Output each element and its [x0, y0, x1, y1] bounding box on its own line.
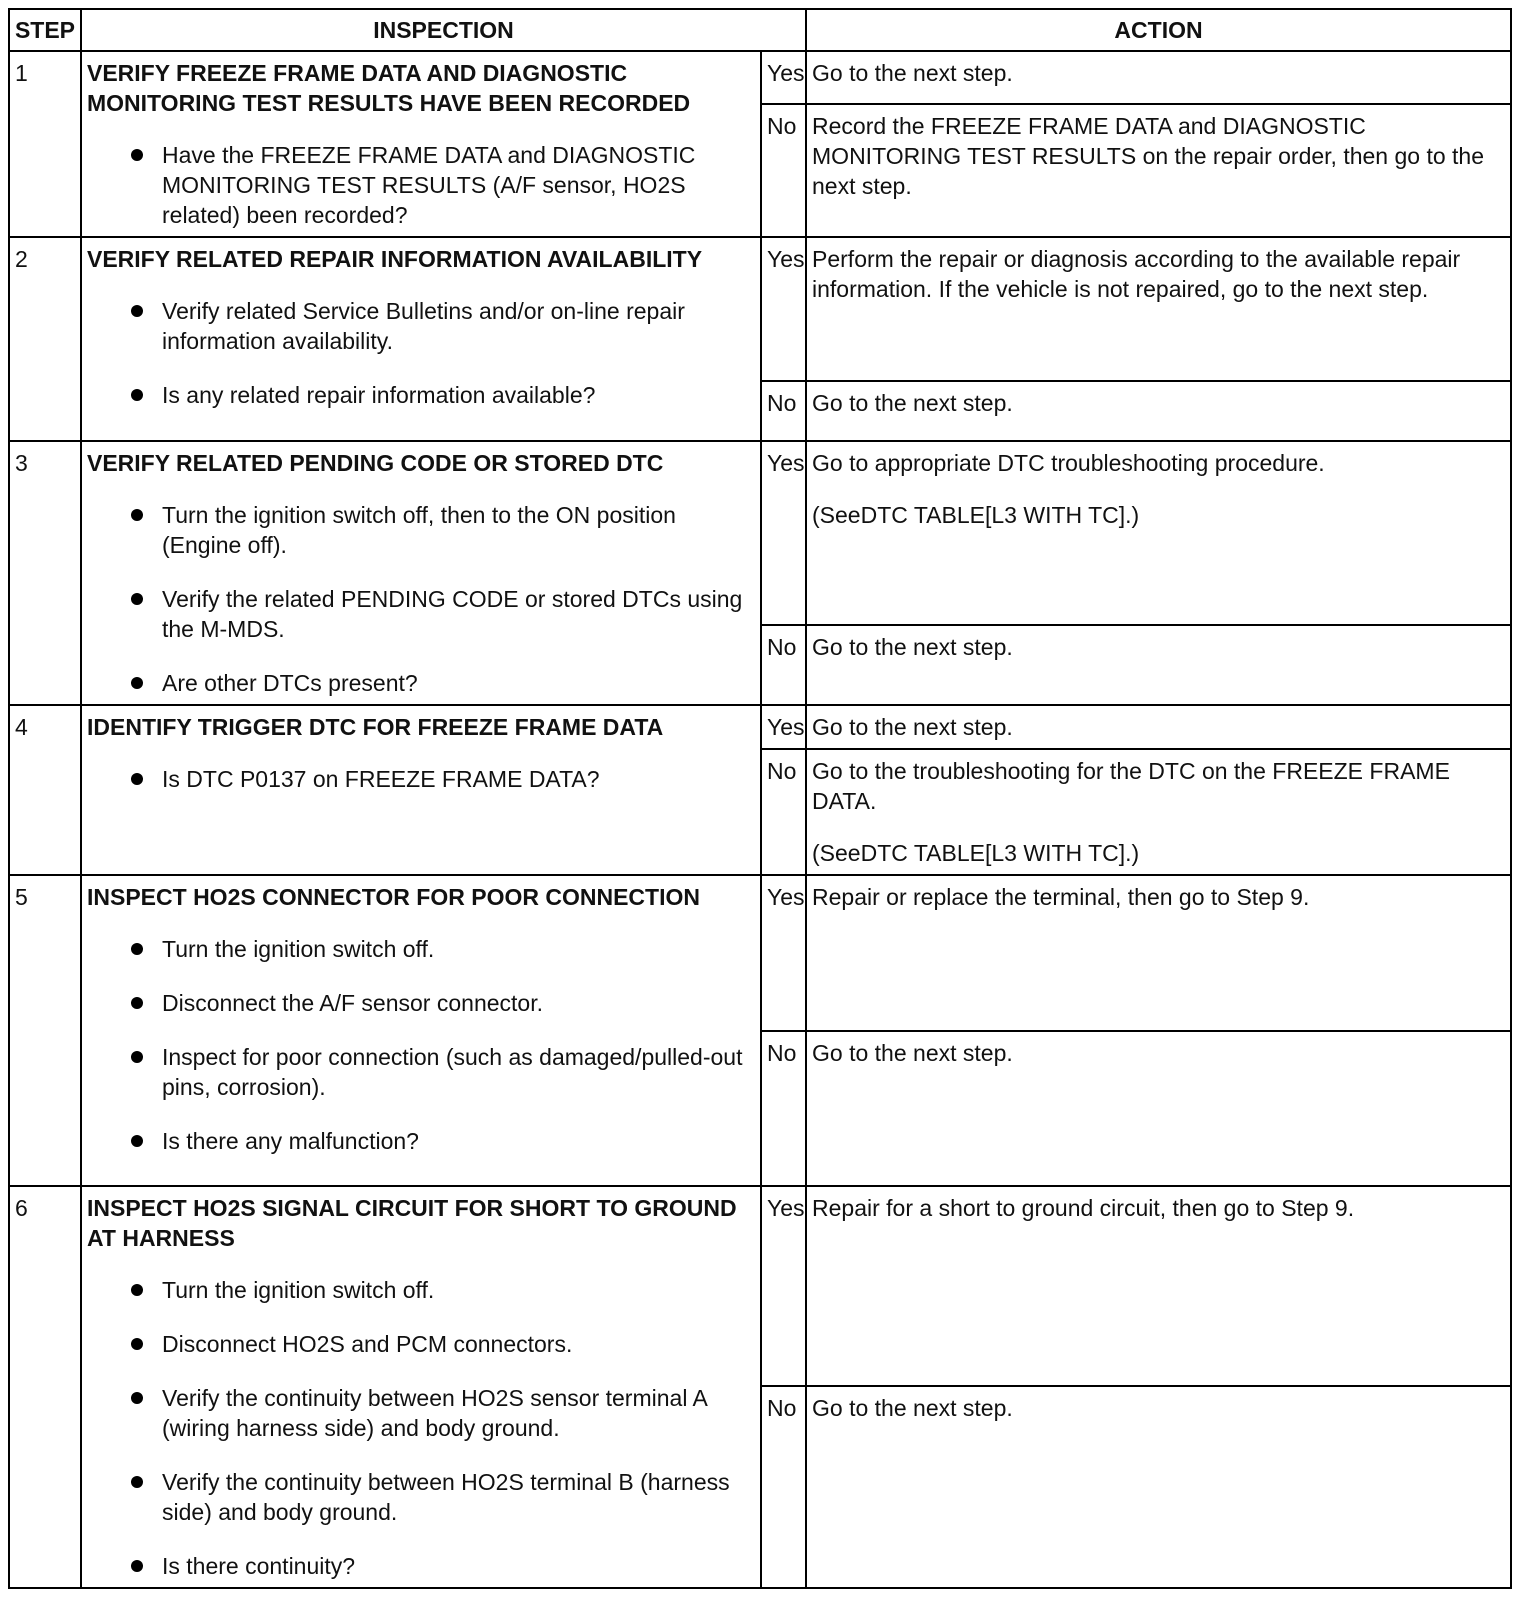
inspection-cell [81, 237, 761, 441]
no-label: No [761, 749, 806, 875]
step-number: 1 [9, 51, 81, 237]
no-label: No [761, 1031, 806, 1186]
inspection-cell [81, 51, 761, 237]
step-number: 6 [9, 1186, 81, 1588]
inspection-bullet [87, 1329, 755, 1359]
inspection-bullet [87, 934, 755, 964]
bullet-icon [131, 773, 143, 785]
action-text: Repair or replace the terminal, then go to Step 9. [812, 884, 1310, 910]
bullet-text: Is there continuity? [162, 1553, 356, 1579]
no-action [806, 1386, 1511, 1588]
bullet-text: Verify the related PENDING CODE or stored DTCs using the M-MDS. [162, 586, 743, 642]
inspection-bullets [87, 1275, 755, 1581]
no-label: No [761, 1386, 806, 1588]
inspection-title: VERIFY RELATED PENDING CODE OR STORED DTC [87, 450, 664, 476]
bullet-icon [131, 1135, 143, 1147]
bullet-icon [131, 1051, 143, 1063]
header-step: STEP [9, 9, 81, 51]
step-row [9, 237, 1511, 381]
header-inspection: INSPECTION [81, 9, 806, 51]
bullet-text: Turn the ignition switch off, then to the ON position (Engine off). [162, 502, 676, 558]
inspection-cell [81, 441, 761, 705]
bullet-text: Is DTC P0137 on FREEZE FRAME DATA? [162, 766, 600, 792]
action-text: Go to the next step. [812, 60, 1013, 86]
inspection-bullets [87, 140, 755, 230]
no-action [806, 749, 1511, 875]
table-body [9, 51, 1511, 1588]
inspection-bullet [87, 764, 755, 794]
action-text: Go to the next step. [812, 1040, 1013, 1066]
bullet-text: Turn the ignition switch off. [162, 1277, 435, 1303]
action-text: (SeeDTC TABLE[L3 WITH TC].) [812, 502, 1140, 528]
yes-label: Yes [761, 1186, 806, 1386]
step-number: 4 [9, 705, 81, 875]
inspection-bullets [87, 296, 755, 410]
bullet-text: Verify related Service Bulletins and/or on-line repair information availability. [162, 298, 685, 354]
bullet-icon [131, 389, 143, 401]
action-text: Go to the next step. [812, 1395, 1013, 1422]
action-text: Go to the next step. [812, 634, 1013, 661]
table-header-row [9, 9, 1511, 51]
bullet-icon [131, 149, 143, 161]
step-number: 3 [9, 441, 81, 705]
header-action: ACTION [806, 9, 1511, 51]
step-number: 2 [9, 237, 81, 441]
action-text: Perform the repair or diagnosis according to the available repair information. If the vehicle is not repaired, go to the next step. [812, 246, 1461, 302]
no-action [806, 625, 1511, 705]
action-text: Go to the next step. [812, 390, 1013, 416]
bullet-icon [131, 509, 143, 521]
action-text: Go to the troubleshooting for the DTC on the FREEZE FRAME DATA. [812, 758, 1450, 814]
inspection-cell [81, 875, 761, 1186]
inspection-bullet [87, 500, 755, 560]
bullet-text: Turn the ignition switch off. [162, 936, 435, 962]
inspection-title: INSPECT HO2S SIGNAL CIRCUIT FOR SHORT TO GROUND AT HARNESS [87, 1195, 737, 1251]
inspection-bullet [87, 668, 755, 698]
inspection-bullet [87, 1551, 755, 1581]
yes-label: Yes [761, 51, 806, 104]
diagnostic-table [8, 8, 1512, 1589]
bullet-icon [131, 677, 143, 689]
inspection-bullets [87, 500, 755, 698]
bullet-icon [131, 1338, 143, 1350]
no-label: No [761, 381, 806, 441]
inspection-bullet [87, 380, 755, 410]
yes-action [806, 705, 1511, 749]
inspection-bullet [87, 988, 755, 1018]
yes-action [806, 875, 1511, 1031]
inspection-bullet [87, 296, 755, 356]
inspection-bullets [87, 764, 755, 794]
bullet-text: Verify the continuity between HO2S sensor terminal A (wiring harness side) and body ground. [162, 1385, 707, 1441]
yes-action [806, 1186, 1511, 1386]
step-row [9, 875, 1511, 1031]
inspection-title: IDENTIFY TRIGGER DTC FOR FREEZE FRAME DATA [87, 714, 664, 740]
yes-action [806, 237, 1511, 381]
no-label: No [761, 104, 806, 237]
inspection-bullet [87, 1275, 755, 1305]
action-text: Go to appropriate DTC troubleshooting procedure. [812, 450, 1325, 476]
inspection-title: VERIFY FREEZE FRAME DATA AND DIAGNOSTIC MONITORING TEST RESULTS HAVE BEEN RECORDED [87, 60, 691, 116]
no-label: No [761, 625, 806, 705]
no-action [806, 104, 1511, 237]
bullet-icon [131, 305, 143, 317]
inspection-bullet [87, 1467, 755, 1527]
yes-label: Yes [761, 237, 806, 381]
yes-label: Yes [761, 441, 806, 625]
inspection-bullet [87, 1126, 755, 1156]
bullet-text: Is any related repair information available? [162, 382, 596, 408]
yes-label: Yes [761, 705, 806, 749]
action-text: Record the FREEZE FRAME DATA and DIAGNOSTIC MONITORING TEST RESULTS on the repair order, then go to the next step. [812, 113, 1484, 200]
step-row [9, 1186, 1511, 1386]
bullet-icon [131, 997, 143, 1009]
bullet-icon [131, 1476, 143, 1488]
bullet-icon [131, 1560, 143, 1572]
inspection-title: VERIFY RELATED REPAIR INFORMATION AVAILABILITY [87, 246, 703, 272]
inspection-cell [81, 1186, 761, 1588]
yes-action [806, 51, 1511, 104]
step-row [9, 441, 1511, 625]
action-text: Go to the next step. [812, 714, 1013, 740]
inspection-bullet [87, 584, 755, 644]
inspection-title: INSPECT HO2S CONNECTOR FOR POOR CONNECTION [87, 884, 700, 910]
inspection-cell [81, 705, 761, 875]
inspection-bullet [87, 1383, 755, 1443]
step-number: 5 [9, 875, 81, 1186]
bullet-text: Have the FREEZE FRAME DATA and DIAGNOSTIC MONITORING TEST RESULTS (A/F sensor, HO2S related) been recorded? [162, 142, 696, 228]
bullet-text: Inspect for poor connection (such as damaged/pulled-out pins, corrosion). [162, 1044, 743, 1100]
inspection-bullet [87, 1042, 755, 1102]
bullet-text: Disconnect HO2S and PCM connectors. [162, 1331, 573, 1357]
bullet-icon [131, 943, 143, 955]
inspection-bullet [87, 140, 755, 230]
bullet-icon [131, 593, 143, 605]
yes-label: Yes [761, 875, 806, 1031]
bullet-icon [131, 1392, 143, 1404]
yes-action [806, 441, 1511, 625]
bullet-text: Disconnect the A/F sensor connector. [162, 990, 543, 1016]
bullet-text: Verify the continuity between HO2S terminal B (harness side) and body ground. [162, 1469, 730, 1525]
inspection-bullets [87, 934, 755, 1156]
bullet-text: Is there any malfunction? [162, 1128, 419, 1154]
action-text: (SeeDTC TABLE[L3 WITH TC].) [812, 840, 1140, 866]
step-row [9, 705, 1511, 749]
bullet-icon [131, 1284, 143, 1296]
no-action [806, 1031, 1511, 1186]
step-row [9, 51, 1511, 104]
no-action [806, 381, 1511, 441]
bullet-text: Are other DTCs present? [162, 670, 418, 696]
action-text: Repair for a short to ground circuit, then go to Step 9. [812, 1195, 1355, 1221]
